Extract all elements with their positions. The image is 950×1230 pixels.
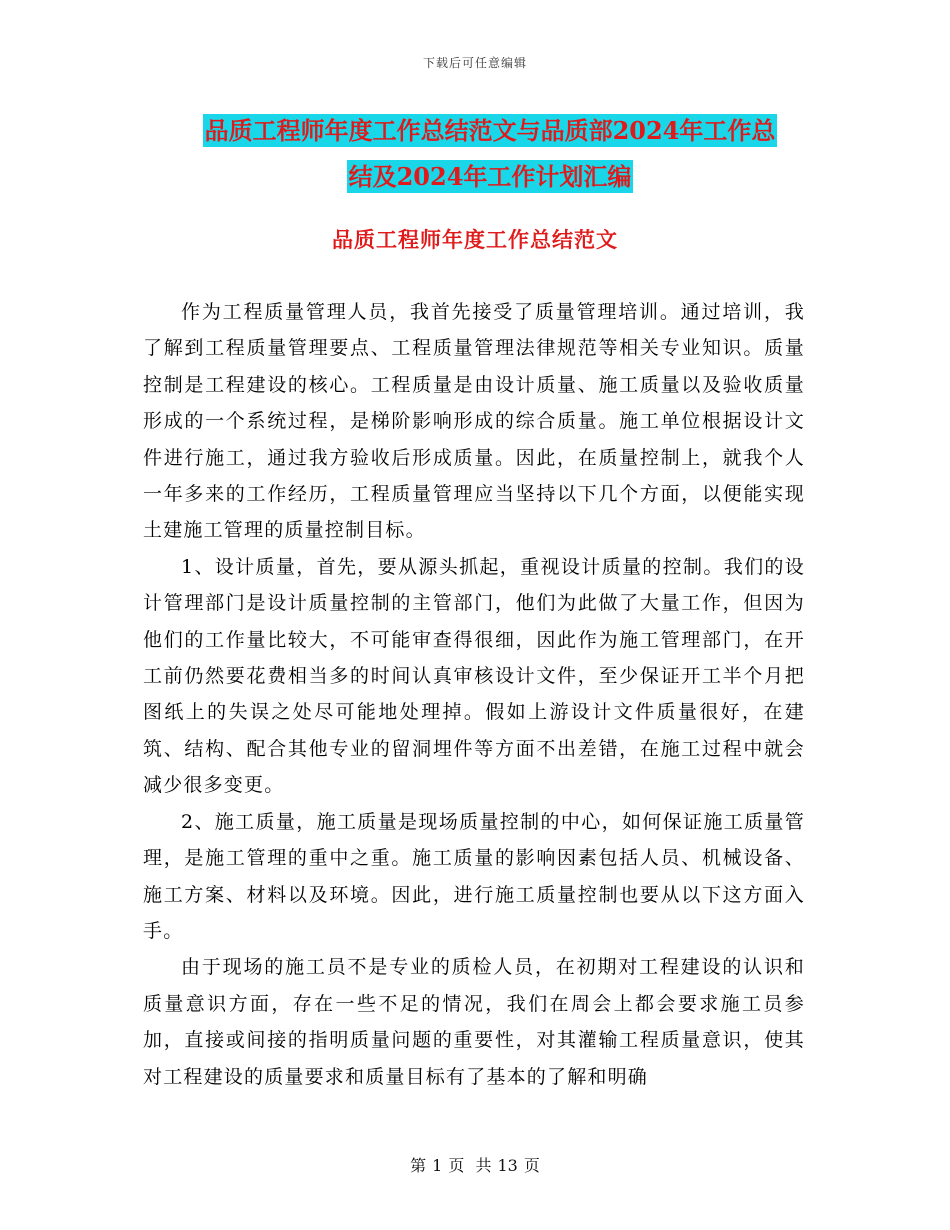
paragraph-intro: 作为工程质量管理人员，我首先接受了质量管理培训。通过培训，我了解到工程质量管理要点、工程质量管理法律规范等相关专业知识。质量控制是工程建设的核心。工程质量是由设计质量、施工质量以及验收质量形成的一个系统过程，是梯阶影响形成的综合质量。施工单位根据设计文件进行施工，通过我方验收后形成质量。因此，在质量控制上，就我个人一年多来的工作经历，工程质量管理应当坚持以下几个方面，以便能实现土建施工管理的质量控制目标。	[143, 301, 805, 542]
title-line-1: 品质工程师年度工作总结范文与品质部2024年工作总	[204, 116, 776, 145]
page-footer	[0, 1153, 950, 1176]
footer-prefix: 第	[410, 1156, 427, 1175]
footer-page-number: 1	[432, 1156, 443, 1175]
title-line-2: 结及2024年工作计划汇编	[348, 162, 632, 191]
paragraph-design-quality: 1、设计质量，首先，要从源头抓起，重视设计质量的控制。我们的设计管理部门是设计质量控制的主管部门，他们为此做了大量工作，但因为他们的工作量比较大，不可能审查得很细，因此作为施工管理部门，在开工前仍然要花费相当多的时间认真审核设计文件，至少保证开工半个月把图纸上的失误之处尽可能地处理掉。假如上游设计文件质量很好，在建筑、结构、配合其他专业的留洞埋件等方面不出差错，在施工过程中就会减少很多变更。	[143, 555, 805, 797]
paragraph-site-staff: 由于现场的施工员不是专业的质检人员，在初期对工程建设的认识和质量意识方面，存在一些不足的情况，我们在周会上都会要求施工员参加，直接或间接的指明质量问题的重要性，对其灌输工程质量意识，使其对工程建设的质量要求和质量目标有了基本的了解和明确	[143, 956, 805, 1088]
document-body	[143, 294, 805, 1095]
footer-total-pages: 13	[497, 1156, 518, 1175]
footer-suffix: 页	[523, 1156, 540, 1175]
footer-middle: 页 共	[448, 1156, 492, 1175]
paragraph-construction-quality: 2、施工质量，施工质量是现场质量控制的中心，如何保证施工质量管理，是施工管理的重中之重。施工质量的影响因素包括人员、机械设备、施工方案、材料以及环境。因此，进行施工质量控制也要从以下这方面入手。	[143, 810, 805, 942]
header-note: 下载后可任意编辑	[422, 56, 527, 70]
document-title	[120, 108, 860, 200]
section-title: 品质工程师年度工作总结范文	[332, 227, 618, 252]
